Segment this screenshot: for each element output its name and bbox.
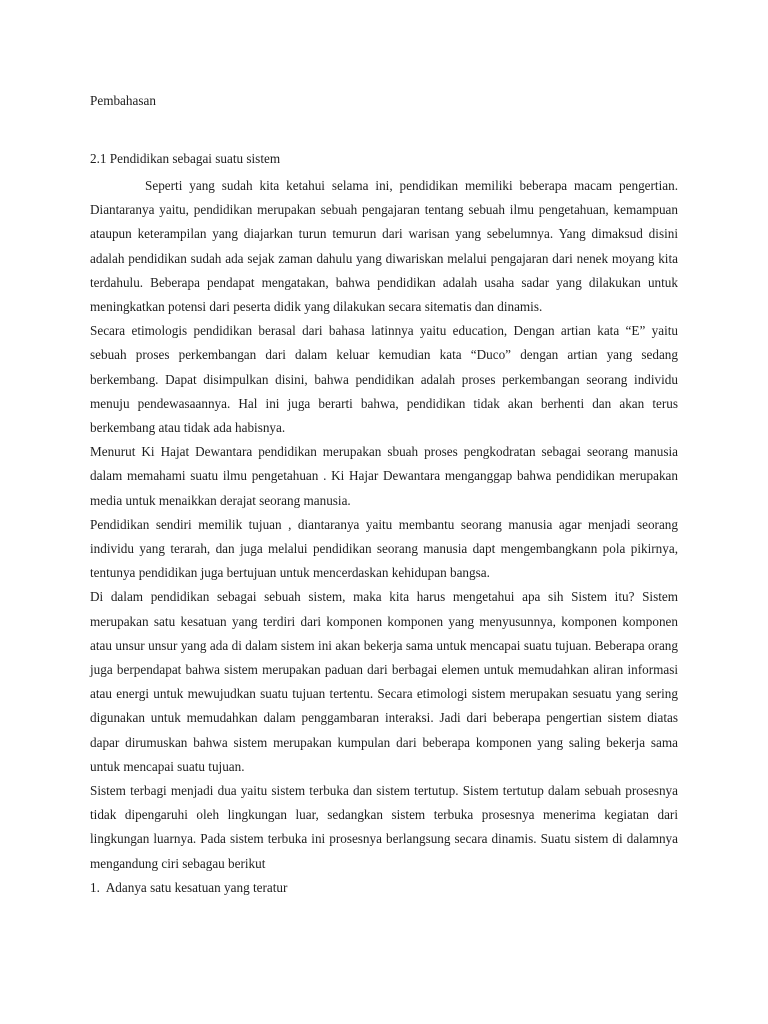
paragraph-jenis-sistem: Sistem terbagi menjadi dua yaitu sistem terbuka dan sistem tertutup. Sistem tertutup dalam sebuah prosesnya tidak dipengaruhi oleh lingkungan luar, sedangkan sistem terbuka prosesnya menerima kegiatan dari lingkungan luarnya. Pada sistem terbuka ini prosesnya berlangsung secara dinamis. Suatu sistem di dalamnya mengandung ciri sebagau berikut	[90, 783, 678, 871]
list-item: 1. Adanya satu kesatuan yang teratur	[90, 879, 288, 895]
section-heading: 2.1 Pendidikan sebagai suatu sistem	[90, 151, 281, 166]
paragraph-pengertian: Seperti yang sudah kita ketahui selama ini, pendidikan memiliki beberapa macam pengertian. Diantaranya yaitu, pendidikan merupakan sebuah pengajaran tentang sebuah ilmu pengetahuan, kemampuan ataupun keterampilan yang diajarkan turun temurun dari warisan yang sebelumnya. Yang dimaksud disini adalah pendidikan sudah ada sejak zaman dahulu yang diwariskan melalui pengajaran dari nenek moyang kita terdahulu. Beberapa pendapat mengatakan, bahwa pendidikan adalah usaha sadar yang dilakukan untuk meningkatkan potensi dari peserta didik yang dilakukan secara sitematis dan dinamis.	[90, 178, 678, 315]
document-title: Pembahasan	[90, 93, 156, 108]
paragraph-ki-hajar-dewantara: Menurut Ki Hajat Dewantara pendidikan merupakan sbuah proses pengkodratan sebagai seorang manusia dalam memahami suatu ilmu pengetahuan . Ki Hajar Dewantara menganggap bahwa pendidikan merupakan media untuk menaikkan derajat seorang manusia.	[90, 444, 678, 508]
paragraph-etimologis: Secara etimologis pendidikan berasal dari bahasa latinnya yaitu education, Dengan artian kata “E” yaitu sebuah proses perkembangan dari dalam keluar kemudian kata “Duco” dengan artian yang sedang berkembang. Dapat disimpulkan disini, bahwa pendidikan adalah proses perkembangan seorang individu menuju pendewasaannya. Hal ini juga berarti bahwa, pendidikan tidak akan berhenti dan akan terus berkembang atau tidak ada habisnya.	[90, 323, 678, 436]
paragraph-tujuan: Pendidikan sendiri memilik tujuan , diantaranya yaitu membantu seorang manusia agar menjadi seorang individu yang terarah, dan juga melalui pendidikan seorang manusia dapt mengembangkann pola pikirnya, tentunya pendidikan juga bertujuan untuk mencerdaskan kehidupan bangsa.	[90, 516, 678, 581]
body-text	[90, 174, 678, 900]
paragraph-pengertian-sistem: Di dalam pendidikan sebagai sebuah sistem, maka kita harus mengetahui apa sih Sistem itu? Sistem merupakan satu kesatuan yang terdiri dari komponen komponen yang menyusunnya, komponen komponen atau unsur unsur yang ada di dalam sistem ini akan bekerja sama untuk mencapai suatu tujuan. Beberapa orang juga berpendapat bahwa sistem merupakan paduan dari berbagai elemen untuk memudahkan aliran informasi atau energi untuk mewujudkan suatu tujuan tertentu. Secara etimologi sistem merupakan sesuatu yang sering digunakan untuk memudahkan dalam penggambaran interaksi. Jadi dari beberapa pengertian sistem diatas dapar dirumuskan bahwa sistem merupakan kumpulan dari beberapa komponen yang saling bekerja sama untuk mencapai suatu tujuan.	[90, 589, 678, 774]
